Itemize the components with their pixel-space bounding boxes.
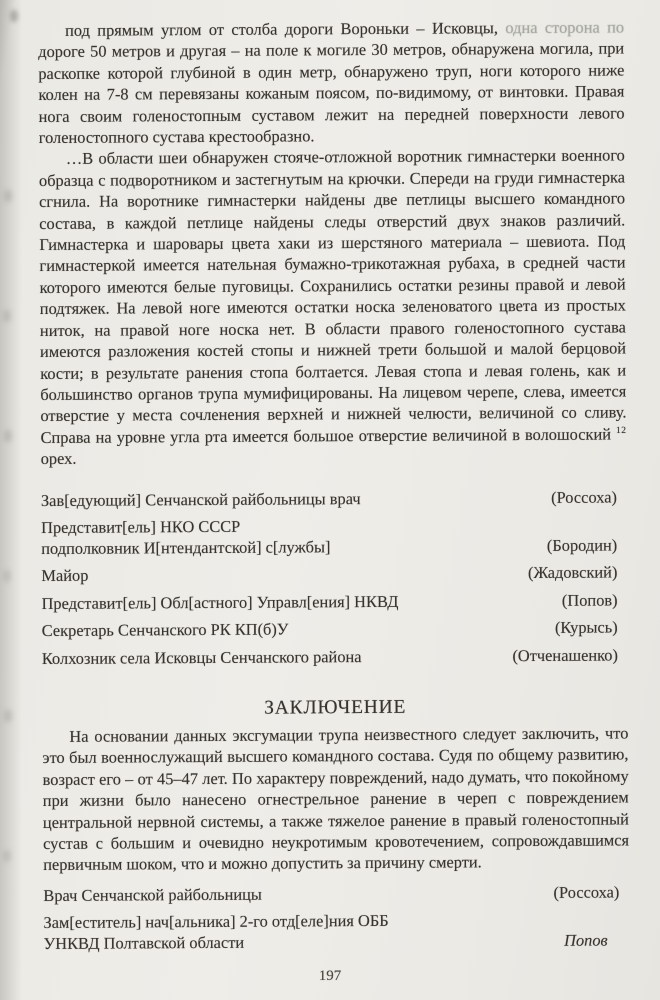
conclusion-signature-block [43,882,629,954]
faded-print-text: одна сторона по [505,17,625,38]
paragraph-text: орех. [40,448,77,469]
signatory-title: Майор [41,565,89,586]
signature-row [43,882,629,906]
signature-row [42,645,628,669]
paragraph-text: дороге 50 метров и другая – на поле к могиле 30 метров, обнаружена могила, при раскопке которой глубиной в один метр, обнаружено труп, ноги которого ниже колен на 7-8 см перевязаны кожаным поясом, по-видимому, от винтовки. Правая нога своим голеностопным суставом лежит на передней поверхности левого голеностопного сустава крестообразно. [38,38,625,148]
signatory-name: (Россоха) [553,882,620,902]
paragraph-text: под прямым углом от столба дороги Вороньки – Исковцы, [65,18,506,40]
signatory-name: (Курысь) [554,617,618,637]
signature-row [41,562,627,586]
signatory-title: Колхозник села Исковцы Сенчанского района [41,646,362,668]
protocol-signature-block [41,487,628,669]
page-number: 197 [318,968,342,984]
paragraph-conclusion: На основании данных эксгумации трупа неизвестного следует заключить, что это был военнослужащий высшего командного состава. Судя по общему развитию, возраст его – от 45–47 лет. По характеру повреждений, надо думать, что покойному при жизни было нанесено огнестрельное ранение в череп с повреждением центральной нервной системы, а также тяжелое ранение в правый голеностопный сустав с большим и очевидно неукротимым кровотечением, сопровождавшимся первичным шоком, что и можно допустить за причину смерти. [42,723,630,875]
signatory-title [43,911,388,954]
paragraph-excavation [38,16,625,148]
signature-row [41,487,627,511]
page-content [38,16,630,954]
signatory-name: (Бородин) [546,535,618,555]
signatory-name: Попов [564,930,608,950]
signatory-title: Секретарь Сенчанского РК КП(б)У [41,619,289,641]
signatory-name: (Отченашенко) [512,645,618,665]
signatory-title-line2: УНКВД Полтавской области [43,932,245,953]
signature-row [41,514,627,559]
signatory-title-line1: Представит[ель] НКО СССР [41,516,241,538]
signatory-title-line2: подполковник И[нтендантской] с[лужбы] [41,536,331,558]
signature-row [43,910,629,955]
signature-row [42,617,628,641]
signatory-title: Зав[едующий] Сенчанской райбольницы врач [40,488,361,510]
page-edge-shadow [0,0,22,1000]
signatory-name: (Попов) [561,590,618,610]
signatory-title: Врач Сенчанской райбольницы [43,884,262,905]
paragraph-body-description [39,145,627,470]
signatory-title: Представит[ель] Обл[астного] Управл[ения] НКВД [41,591,399,613]
scan-artifacts [10,10,18,22]
paragraph-text: …В области шеи обнаружен стояче-отложной воротник гимнастерки военного образца с подворотником и застегнутым на крючки. Спереди на груди гимнастерка сгнила. На воротнике гимнастерки найдены две петлицы высшего командного состава, в каждой петлице найдены следы отверстий двух знаков различий. Гимнастерка и шаровары цвета хаки из шерстяного материала – шевиота. Под гимнастеркой имеется нательная бумажно-трикотажная рубаха, в средней части которого имеются белые пуговицы. Сохранились остатки резины правой и левой подтяжек. На левой ноге имеются остатки носка зеленоватого цвета из простых ниток, на правой ноге носка нет. В области правого голеностопного сустава имеются разложения костей стопы и нижней трети большой и малой берцовой кости; в результате ранения стопа болтается. Левая стопа и левая голень, как и большинство органов трупа мумифицированы. На лицевом черепе, слева, имеется отверстие у места сочленения верхней и нижней челюсти, величиной со сливу. Справа на уровне угла рта имеется большое отверстие величиной в волошоский [38,145,627,447]
footnote-reference: 12 [615,425,627,436]
signatory-name: (Россоха) [551,487,617,507]
conclusion-heading: ЗАКЛЮЧЕНИЕ [264,696,407,719]
signature-row [42,590,628,614]
signatory-name: (Жадовский) [527,562,618,583]
signatory-title-line1: Зам[еститель] нач[альника] 2-го отд[еле]ния ОББ [43,911,389,933]
signatory-title [41,516,330,559]
